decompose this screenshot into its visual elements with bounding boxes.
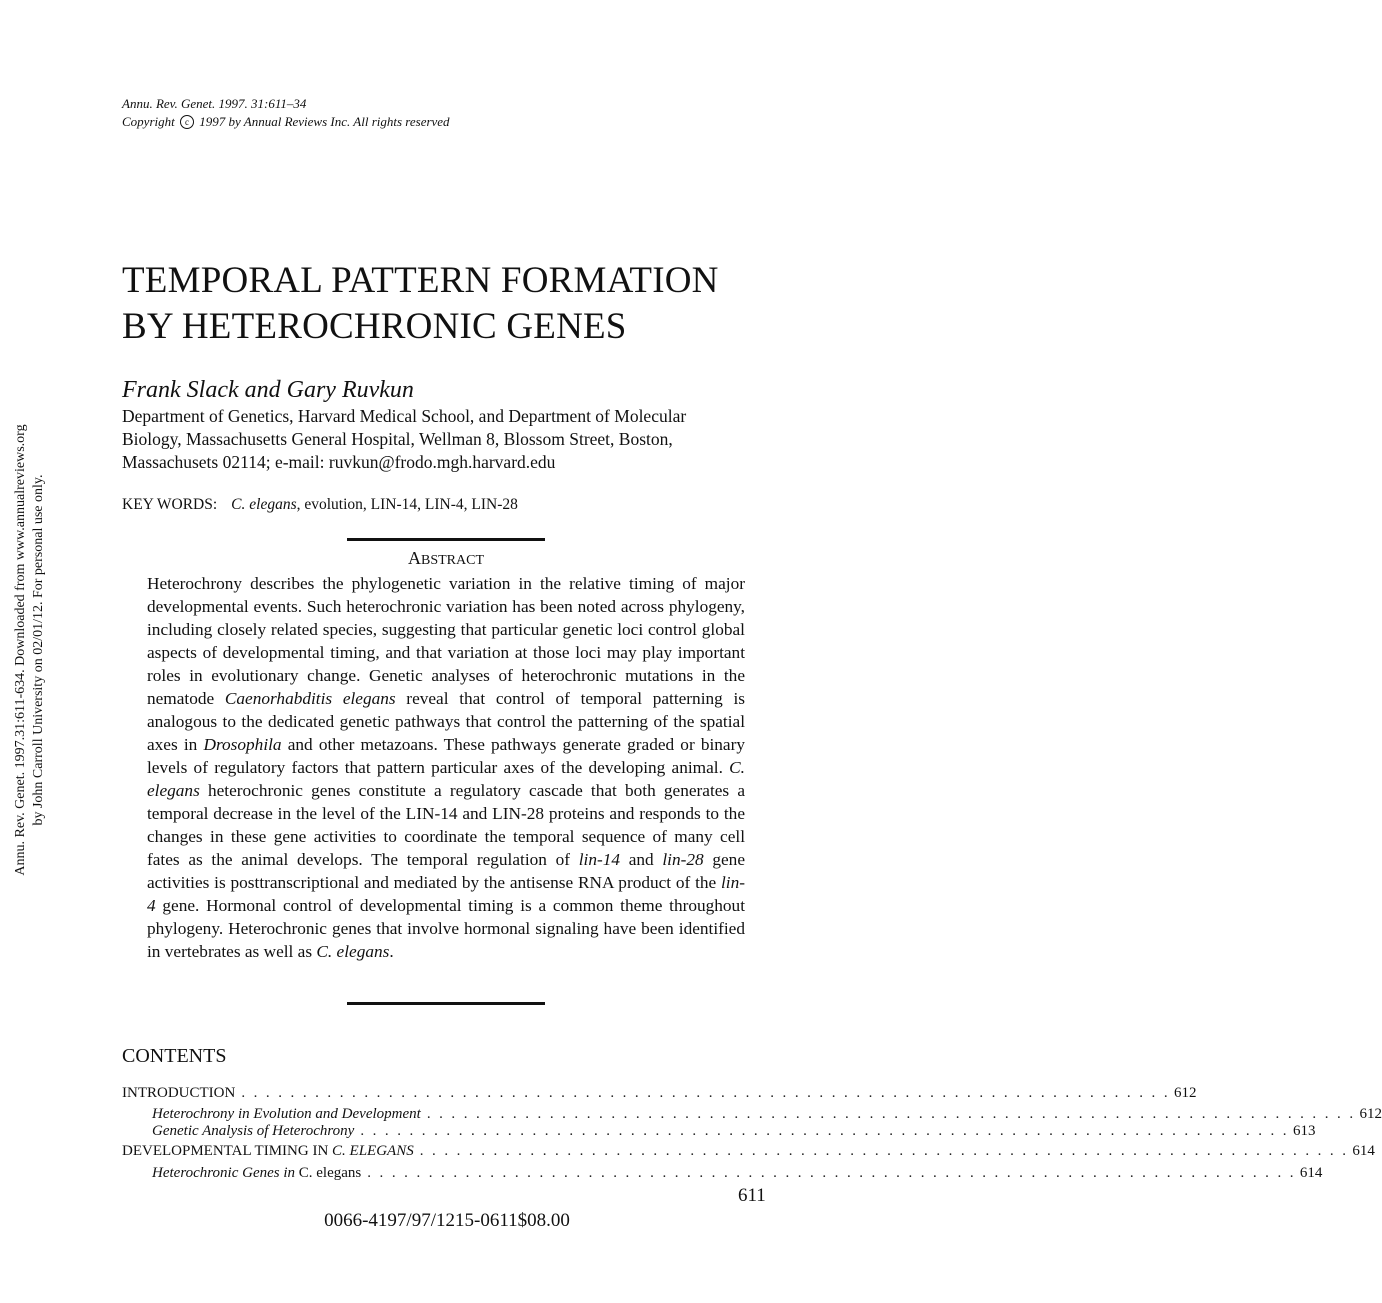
- toc-leader: . . . . . . . . . . . . . . . . . . . . . . . . . . . . . . . . . . . . . . . . . . . . . . . . . . . . . . . . . . . . . . . . . . . . . . . . . . . .: [426, 1106, 1356, 1122]
- journal-citation: Annu. Rev. Genet. 1997. 31:611–34: [122, 96, 307, 111]
- download-notice-line2: by John Carroll University on 02/01/12. For personal use only.: [31, 474, 46, 826]
- affiliation-line3: Massachusets 02114; e-mail: ruvkun@frodo.mgh.harvard.edu: [122, 452, 556, 472]
- copyright-word: Copyright: [122, 114, 175, 129]
- abstract-top-rule: [347, 538, 545, 541]
- abstract-heading: [347, 548, 545, 569]
- copyright-line: [122, 113, 450, 131]
- toc-entry-heterochronic-genes[interactable]: Heterochronic Genes in C. elegans . . . . . . . . . . . . . . . . . . . . . . . . . . . . . . . . . . . . . . . . . . . . . . . . . . . . . . . . . . . . . . . . . . . . . . . . . . . . 614: [122, 1164, 770, 1182]
- copyright-text: 1997 by Annual Reviews Inc. All rights reserved: [199, 114, 450, 129]
- affiliation: [122, 405, 762, 474]
- author-names: Frank Slack and Gary Ruvkun: [122, 377, 414, 403]
- keywords: [122, 496, 518, 514]
- keywords-label: KEY WORDS:: [122, 496, 218, 513]
- toc-leader: . . . . . . . . . . . . . . . . . . . . . . . . . . . . . . . . . . . . . . . . . . . . . . . . . . . . . . . . . . . . . . . . . . . . . . . . . . . .: [419, 1143, 1349, 1159]
- table-of-contents: [122, 1084, 1382, 1184]
- contents-heading: CONTENTS: [122, 1045, 227, 1067]
- article-title-line1: TEMPORAL PATTERN FORMATION: [122, 260, 719, 301]
- page-number: 611: [738, 1185, 766, 1206]
- article-title: [122, 258, 719, 350]
- affiliation-line1: Department of Genetics, Harvard Medical School, and Department of Molecular: [122, 406, 687, 426]
- toc-entry-heterochrony-evolution[interactable]: Heterochrony in Evolution and Development . . . . . . . . . . . . . . . . . . . . . . . . . . . . . . . . . . . . . . . . . . . . . . . . . . . . . . . . . . . . . . . . . . . . . . . . . . . . 612: [122, 1105, 770, 1123]
- article-title-line2: BY HETEROCHRONIC GENES: [122, 306, 627, 347]
- copyright-icon: c: [180, 115, 194, 129]
- keywords-list: , evolution, LIN-14, LIN-4, LIN-28: [296, 496, 518, 513]
- journal-header: [122, 95, 450, 131]
- toc-entry-developmental-timing[interactable]: DEVELOPMENTAL TIMING IN C. ELEGANS . . . . . . . . . . . . . . . . . . . . . . . . . . . . . . . . . . . . . . . . . . . . . . . . . . . . . . . . . . . . . . . . . . . . . . . . . . . . 614: [122, 1143, 1375, 1159]
- abstract-heading-rest: BSTRACT: [420, 553, 484, 568]
- abstract-heading-initial: A: [407, 548, 421, 568]
- abstract-bottom-rule: [347, 1002, 545, 1005]
- toc-leader: . . . . . . . . . . . . . . . . . . . . . . . . . . . . . . . . . . . . . . . . . . . . . . . . . . . . . . . . . . . . . . . . . . . . . . . . . . . .: [367, 1165, 1296, 1181]
- download-notice: [12, 424, 48, 875]
- toc-leader: . . . . . . . . . . . . . . . . . . . . . . . . . . . . . . . . . . . . . . . . . . . . . . . . . . . . . . . . . . . . . . . . . . . . . . . . . . . .: [360, 1123, 1289, 1139]
- footer-code: 0066-4197/97/1215-0611$08.00: [324, 1210, 570, 1231]
- toc-leader: . . . . . . . . . . . . . . . . . . . . . . . . . . . . . . . . . . . . . . . . . . . . . . . . . . . . . . . . . . . . . . . . . . . . . . . . . . . .: [241, 1085, 1170, 1101]
- keyword-species: C. elegans: [231, 496, 297, 513]
- toc-entry-genetic-analysis[interactable]: Genetic Analysis of Heterochrony . . . . . . . . . . . . . . . . . . . . . . . . . . . . . . . . . . . . . . . . . . . . . . . . . . . . . . . . . . . . . . . . . . . . . . . . . . . . 613: [122, 1122, 770, 1140]
- toc-entry-introduction[interactable]: INTRODUCTION . . . . . . . . . . . . . . . . . . . . . . . . . . . . . . . . . . . . . . . . . . . . . . . . . . . . . . . . . . . . . . . . . . . . . . . . . . . . 612: [122, 1085, 1197, 1101]
- affiliation-line2: Biology, Massachusetts General Hospital, Wellman 8, Blossom Street, Boston,: [122, 429, 673, 449]
- download-notice-line1: Annu. Rev. Genet. 1997.31:611-634. Downloaded from www.annualreviews.org: [13, 424, 28, 876]
- abstract-body: Heterochrony describes the phylogenetic variation in the relative timing of major developmental events. Such heterochronic variation has been noted across phylogeny, including closely related species, suggesting that particular genetic loci control global aspects of developmental timing, and that variation at those loci may play important roles in evolutionary change. Genetic analyses of heterochronic mutations in the nematode Caenorhabditis elegans reveal that control of temporal patterning is analogous to the dedicated genetic pathways that control the patterning of the spatial axes in Drosophila and other metazoans. These pathways generate graded or binary levels of regulatory factors that pattern particular axes of the developing animal. C. elegans heterochronic genes constitute a regulatory cascade that both generates a temporal decrease in the level of the LIN-14 and LIN-28 proteins and responds to the changes in these gene activities to coordinate the temporal sequence of many cell fates as the animal develops. The temporal regulation of lin-14 and lin-28 gene activities is posttranscriptional and mediated by the antisense RNA product of the lin-4 gene. Hormonal control of developmental timing is a common theme throughout phylogeny. Heterochronic genes that involve hormonal signaling have been identified in vertebrates as well as C. elegans.: [147, 574, 746, 961]
